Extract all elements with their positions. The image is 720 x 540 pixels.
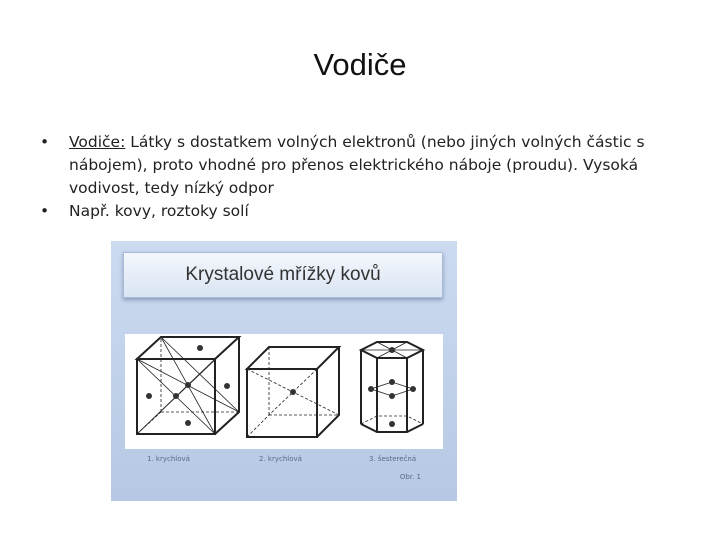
caption-1: 1. krychlová: [147, 455, 190, 463]
bullet-text: Látky s dostatkem volných elektronů (nebo jiných volných částic s nábojem), proto vhodné pro přenos elektrického náboje (proudu). Vysoká vodivost, tedy nízký odpor: [69, 133, 645, 197]
bullet-dot: •: [40, 133, 50, 151]
caption-3: 3. šesterečná: [369, 455, 417, 463]
figure-header: Krystalové mřížky kovů: [123, 252, 443, 298]
bullet-text: Např. kovy, roztoky solí: [69, 202, 249, 220]
lattice-diagrams: [125, 334, 443, 449]
slide-title: Vodiče: [313, 47, 407, 82]
bullet-dot: •: [40, 202, 50, 220]
caption-2: 2. krychlová: [259, 455, 302, 463]
crystal-lattice-figure: [111, 241, 457, 501]
bullet-item: [40, 131, 690, 200]
bullet-item: [40, 200, 690, 223]
figure-label: Obr. 1: [399, 473, 421, 481]
bullet-list: [40, 131, 690, 223]
bullet-term: Vodiče:: [69, 133, 126, 151]
